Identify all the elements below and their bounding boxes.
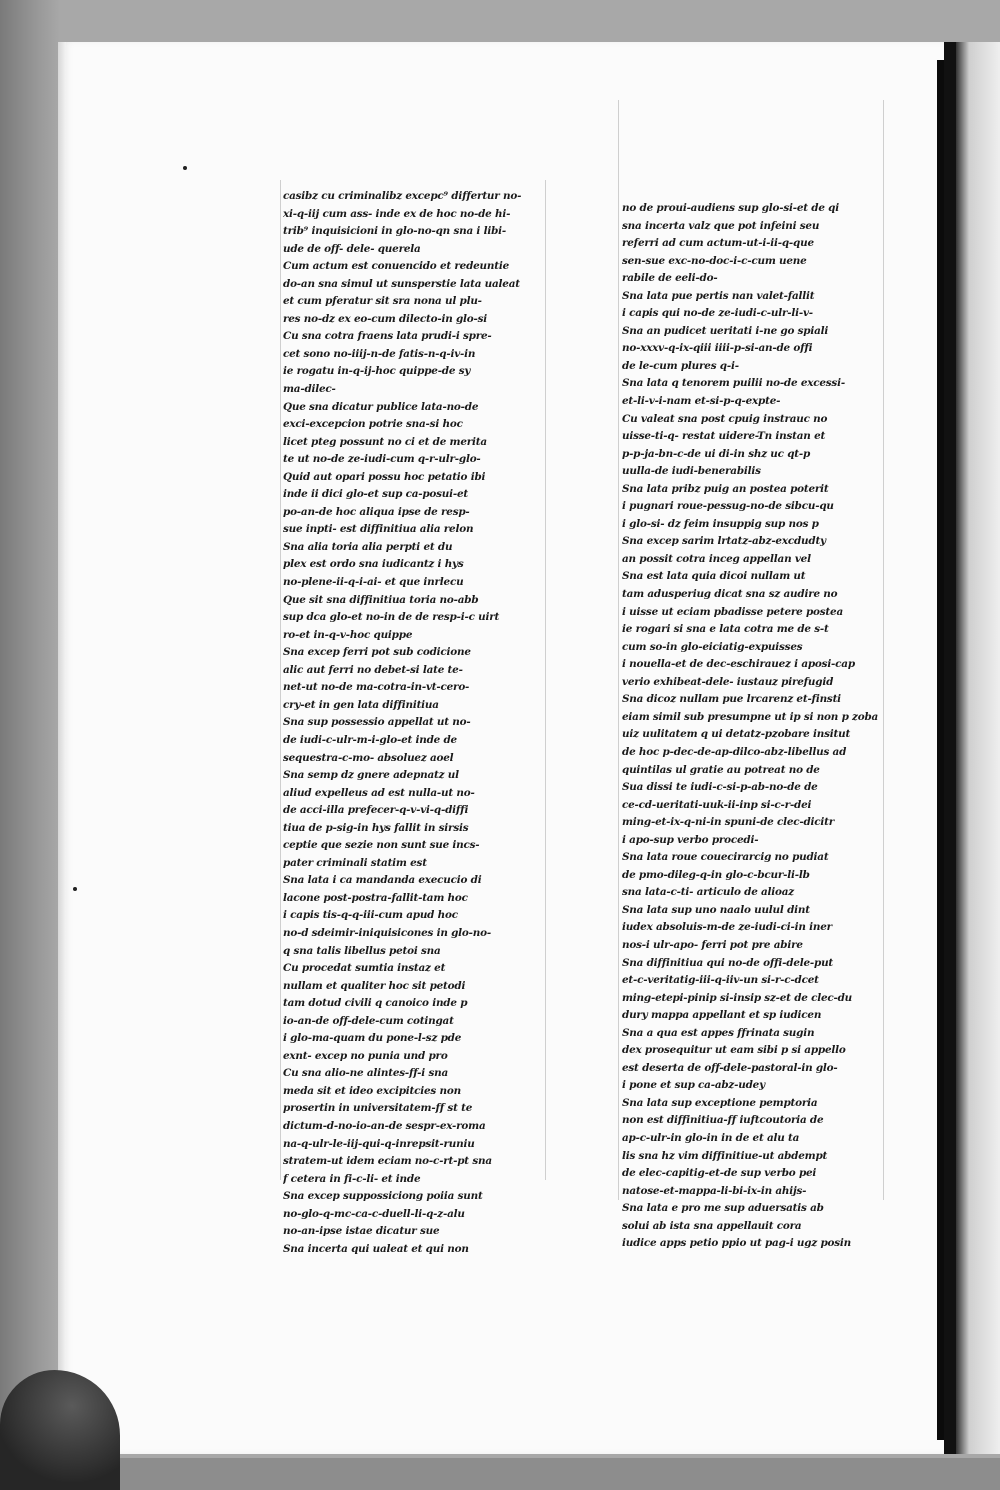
manuscript-line: Sna excep sarim lrtatz-abz-excdudty bbox=[622, 535, 826, 548]
manuscript-line: alic aut ferri no debet-si late te- bbox=[283, 663, 463, 676]
manuscript-line: nullam et qualiter hoc sit petodi bbox=[283, 979, 466, 992]
manuscript-line: sequestra-c-mo- absoluez aoel bbox=[283, 751, 454, 764]
manuscript-line: Sna lata e pro me sup aduersatis ab bbox=[622, 1202, 824, 1215]
manuscript-line: ming-etepi-pinip si-insip sz-et de clec-du bbox=[622, 991, 853, 1004]
manuscript-line: sen-sue exc-no-doc-i-c-cum uene bbox=[622, 254, 807, 267]
manuscript-line: tam dotud civili q canoico inde p bbox=[283, 997, 468, 1010]
manuscript-line: res no-dz ex eo-cum dilecto-in glo-si bbox=[283, 312, 488, 325]
manuscript-line: sna lata-c-ti- articulo de alioaz bbox=[622, 886, 795, 899]
manuscript-line: verio exhibeat-dele- iustauz pirefugid bbox=[622, 675, 834, 688]
manuscript-line: Sna lata sup exceptione pemptoria bbox=[622, 1096, 818, 1109]
manuscript-line: de iudi-c-ulr-m-i-glo-et inde de bbox=[283, 733, 457, 746]
manuscript-line: i glo-si- dz feim insuppig sup nos p bbox=[622, 517, 819, 530]
manuscript-line: non est diffinitiua-ff iuftcoutoria de bbox=[622, 1114, 824, 1127]
manuscript-line: solui ab ista sna appellauit cora bbox=[622, 1219, 802, 1232]
manuscript-line: te ut no-de ze-iudi-cum q-r-ulr-glo- bbox=[283, 453, 481, 466]
manuscript-line: est deserta de off-dele-pastoral-in glo- bbox=[622, 1061, 838, 1074]
text-column-left bbox=[283, 188, 543, 1258]
manuscript-line: Cu procedat sumtia instaz et bbox=[283, 962, 446, 975]
manuscript-line: na-q-ulr-le-iij-qui-q-inrepsit-runiu bbox=[283, 1137, 475, 1150]
manuscript-line: iudex absoluis-m-de ze-iudi-ci-in iner bbox=[622, 921, 832, 934]
manuscript-line: Sna lata sup uno naalo uulul dint bbox=[622, 903, 810, 916]
manuscript-line: no-xxxv-q-ix-qiii iiii-p-si-an-de offi bbox=[622, 342, 813, 355]
margin-dot-top bbox=[183, 166, 187, 170]
manuscript-line: Sna lata pribz puig an postea poterit bbox=[622, 482, 829, 495]
manuscript-line: plex est ordo sna iudicantz i hys bbox=[283, 558, 464, 571]
manuscript-line: Que sna dicatur publice lata-no-de bbox=[283, 400, 479, 413]
manuscript-line: Cu valeat sna post cpuig instrauc no bbox=[622, 412, 828, 425]
text-column-right bbox=[622, 200, 882, 1253]
manuscript-line: dury mappa appellant et sp iudicen bbox=[622, 1009, 822, 1022]
manuscript-line: de elec-capitig-et-de sup verbo pei bbox=[622, 1167, 817, 1180]
manuscript-line: Sna semp dz gnere adepnatz ul bbox=[283, 769, 459, 782]
manuscript-line: sup dca glo-et no-in de de resp-i-c uirt bbox=[283, 611, 500, 624]
manuscript-line: Sna alia toria alia perpti et du bbox=[283, 540, 453, 553]
ruling-line-right-outer bbox=[618, 100, 619, 1200]
manuscript-line: i capis tis-q-q-iii-cum apud hoc bbox=[283, 909, 458, 922]
manuscript-line: Sna a qua est appes ffrinata sugin bbox=[622, 1026, 815, 1039]
ruling-line-left-outer bbox=[280, 180, 281, 1180]
manuscript-line: et cum pferatur sit sra nona ul plu- bbox=[283, 295, 482, 308]
manuscript-line: aliud expelleus ad est nulla-ut no- bbox=[283, 786, 475, 799]
manuscript-line: Sna dicoz nullam pue lrcarenz et-finsti bbox=[622, 693, 841, 706]
manuscript-line: dictum-d-no-io-an-de sespr-ex-roma bbox=[283, 1119, 486, 1132]
manuscript-line: Sna an pudicet ueritati i-ne go spiali bbox=[622, 324, 829, 337]
manuscript-line: iudice apps petio ppio ut pag-i ugz posin bbox=[622, 1237, 851, 1250]
manuscript-line: ma-dilec- bbox=[283, 383, 336, 396]
manuscript-line: et-c-veritatig-iii-q-iiv-un si-r-c-dcet bbox=[622, 974, 819, 987]
manuscript-line: lis sna hz vim diffinitiue-ut abdempt bbox=[622, 1149, 828, 1162]
manuscript-line: p-p-ja-bn-c-de ui di-in shz uc qt-p bbox=[622, 447, 811, 460]
manuscript-line: de le-cum plures q-i- bbox=[622, 359, 739, 372]
manuscript-line: Sna diffinitiua qui no-de offi-dele-put bbox=[622, 956, 834, 969]
manuscript-line: ceptie que sezie non sunt sue incs- bbox=[283, 839, 480, 852]
manuscript-line: dex prosequitur ut eam sibi p si appello bbox=[622, 1044, 846, 1057]
manuscript-line: an possit cotra inceg appellan vel bbox=[622, 552, 811, 565]
manuscript-line: ie rogatu in-q-ij-hoc quippe-de sy bbox=[283, 365, 471, 378]
manuscript-line: Cu sna alio-ne alintes-ff-i sna bbox=[283, 1067, 448, 1080]
manuscript-line: trib⁹ inquisicioni in glo-no-qn sna i libi- bbox=[283, 225, 506, 238]
ruling-line-right-inner bbox=[883, 100, 884, 1200]
manuscript-line: i glo-ma-quam du pone-l-sz pde bbox=[283, 1032, 462, 1045]
manuscript-line: prosertin in universitatem-ff st te bbox=[283, 1102, 473, 1115]
manuscript-line: do-an sna simul ut sunsperstie lata ualeat bbox=[283, 277, 520, 290]
manuscript-line: no de proui-audiens sup glo-si-et de qi bbox=[622, 202, 839, 214]
manuscript-line: exnt- excep no punia und pro bbox=[283, 1049, 448, 1062]
manuscript-line: Sna sup possessio appellat ut no- bbox=[283, 716, 471, 729]
manuscript-line: no-d sdeimir-iniquisicones in glo-no- bbox=[283, 926, 491, 939]
manuscript-line: casibz cu criminalibz excepc⁹ differtur no- bbox=[283, 190, 522, 202]
manuscript-line: Sna excep suppossiciong poiia sunt bbox=[283, 1190, 483, 1203]
manuscript-line: no-glo-q-mc-ca-c-duell-li-q-z-alu bbox=[283, 1207, 465, 1220]
manuscript-line: Cu sna cotra fraens lata prudi-i spre- bbox=[283, 330, 492, 343]
manuscript-line: Sna incerta qui ualeat et qui non bbox=[283, 1242, 469, 1255]
manuscript-line: de hoc p-dec-de-ap-dilco-abz-libellus ad bbox=[622, 745, 847, 758]
ruling-line-left-inner bbox=[545, 180, 546, 1180]
manuscript-line: pater criminali statim est bbox=[283, 856, 427, 869]
manuscript-line: ro-et in-q-v-hoc quippe bbox=[283, 628, 413, 641]
manuscript-line: Sna lata roue couecirarcig no pudiat bbox=[622, 851, 829, 864]
manuscript-line: Sua dissi te iudi-c-si-p-ab-no-de de bbox=[622, 781, 818, 794]
manuscript-line: no-an-ipse istae dicatur sue bbox=[283, 1225, 440, 1238]
manuscript-line: nos-i ulr-apo- ferri pot pre abire bbox=[622, 938, 803, 951]
facing-page-edge bbox=[956, 42, 1000, 1454]
manuscript-line: cry-et in gen lata diffinitiua bbox=[283, 698, 439, 711]
manuscript-line: Sna excep ferri pot sub codicione bbox=[283, 646, 471, 659]
manuscript-line: i pone et sup ca-abz-udey bbox=[622, 1079, 765, 1092]
manuscript-line: xi-q-iij cum ass- inde ex de hoc no-de hi- bbox=[283, 207, 511, 220]
manuscript-line: exci-excepcion potrie sna-si hoc bbox=[283, 418, 463, 431]
manuscript-line: tiua de p-sig-in hys fallit in sirsis bbox=[283, 821, 469, 834]
manuscript-line: natose-et-mappa-li-bi-ix-in ahijs- bbox=[622, 1184, 807, 1197]
manuscript-line: sue inpti- est diffinitiua alia relon bbox=[283, 523, 474, 536]
manuscript-line: Sna lata i ca mandanda execucio di bbox=[283, 874, 482, 887]
manuscript-line: i apo-sup verbo procedi- bbox=[622, 833, 759, 846]
manuscript-line: ie rogari si sna e lata cotra me de s-t bbox=[622, 623, 829, 636]
manuscript-line: et-li-v-i-nam et-si-p-q-expte- bbox=[622, 395, 781, 408]
manuscript-line: sna incerta valz que pot infeini seu bbox=[622, 219, 820, 232]
page-left-edge bbox=[58, 42, 66, 1454]
manuscript-line: ap-c-ulr-in glo-in in de et alu ta bbox=[622, 1131, 800, 1144]
manuscript-line: referri ad cum actum-ut-i-ii-q-que bbox=[622, 237, 814, 250]
manuscript-line: de acci-illa prefecer-q-v-vi-q-diffi bbox=[283, 804, 469, 817]
manuscript-line: f cetera in fi-c-li- et inde bbox=[283, 1172, 421, 1185]
manuscript-line: ce-cd-ueritati-uuk-ii-inp si-c-r-dei bbox=[622, 798, 812, 811]
manuscript-line: licet pteg possunt no ci et de merita bbox=[283, 435, 487, 448]
manuscript-line: lacone post-postra-fallit-tam hoc bbox=[283, 891, 468, 904]
manuscript-line: meda sit et ideo excipitcies non bbox=[283, 1084, 461, 1097]
manuscript-line: uiz uulitatem q ui detatz-pzobare insitut bbox=[622, 728, 851, 741]
manuscript-line: inde ii dici glo-et sup ca-posui-et bbox=[283, 488, 469, 501]
manuscript-line: no-plene-ii-q-i-ai- et que inrlecu bbox=[283, 576, 464, 589]
manuscript-line: Quid aut opari possu hoc petatio ibi bbox=[283, 470, 486, 483]
manuscript-line: i pugnari roue-pessug-no-de sibcu-qu bbox=[622, 500, 834, 513]
manuscript-line: Sna lata q tenorem puilii no-de excessi- bbox=[622, 377, 845, 390]
manuscript-line: Que sit sna diffinitiua toria no-abb bbox=[283, 593, 479, 606]
manuscript-line: i nouella-et de dec-eschirauez i aposi-cap bbox=[622, 658, 855, 671]
page-right-edge bbox=[944, 42, 956, 1454]
manuscript-line: Sna lata pue pertis nan valet-fallit bbox=[622, 289, 815, 302]
manuscript-line: ming-et-ix-q-ni-in spuni-de clec-dicitr bbox=[622, 816, 835, 829]
manuscript-line: cet sono no-iiij-n-de fatis-n-q-iv-in bbox=[283, 347, 476, 360]
manuscript-line: stratem-ut idem eciam no-c-rt-pt sna bbox=[283, 1155, 492, 1168]
manuscript-line: eiam simil sub presumpne ut ip si non p zoba bbox=[622, 710, 879, 723]
manuscript-line: net-ut no-de ma-cotra-in-vt-cero- bbox=[283, 681, 470, 694]
manuscript-line: tam adusperiug dicat sna sz audire no bbox=[622, 588, 838, 601]
manuscript-line: de pmo-dileg-q-in glo-c-bcur-li-lb bbox=[622, 868, 810, 881]
manuscript-line: ude de off- dele- querela bbox=[283, 242, 421, 255]
manuscript-line: quintilas ul gratie au potreat no de bbox=[622, 763, 820, 776]
manuscript-line: io-an-de off-dele-cum cotingat bbox=[283, 1014, 454, 1027]
manuscript-line: po-an-de hoc aliqua ipse de resp- bbox=[283, 505, 470, 518]
manuscript-line: Sna est lata quia dicoi nullam ut bbox=[622, 570, 806, 583]
manuscript-line: uulla-de iudi-benerabilis bbox=[622, 465, 761, 478]
manuscript-line: rabile de eeli-do- bbox=[622, 272, 718, 285]
manuscript-line: uisse-ti-q- restat uidere-Tn instan et bbox=[622, 430, 826, 443]
manuscript-line: cum so-in glo-eiciatig-expuisses bbox=[622, 640, 803, 653]
manuscript-line: Cum actum est conuencido et redeuntie bbox=[283, 260, 510, 273]
margin-dot-middle bbox=[73, 887, 77, 891]
manuscript-line: q sna talis libellus petoi sna bbox=[283, 944, 441, 957]
manuscript-line: i uisse ut eciam pbadisse petere postea bbox=[622, 605, 843, 618]
manuscript-line: i capis qui no-de ze-iudi-c-ulr-li-v- bbox=[622, 307, 813, 320]
